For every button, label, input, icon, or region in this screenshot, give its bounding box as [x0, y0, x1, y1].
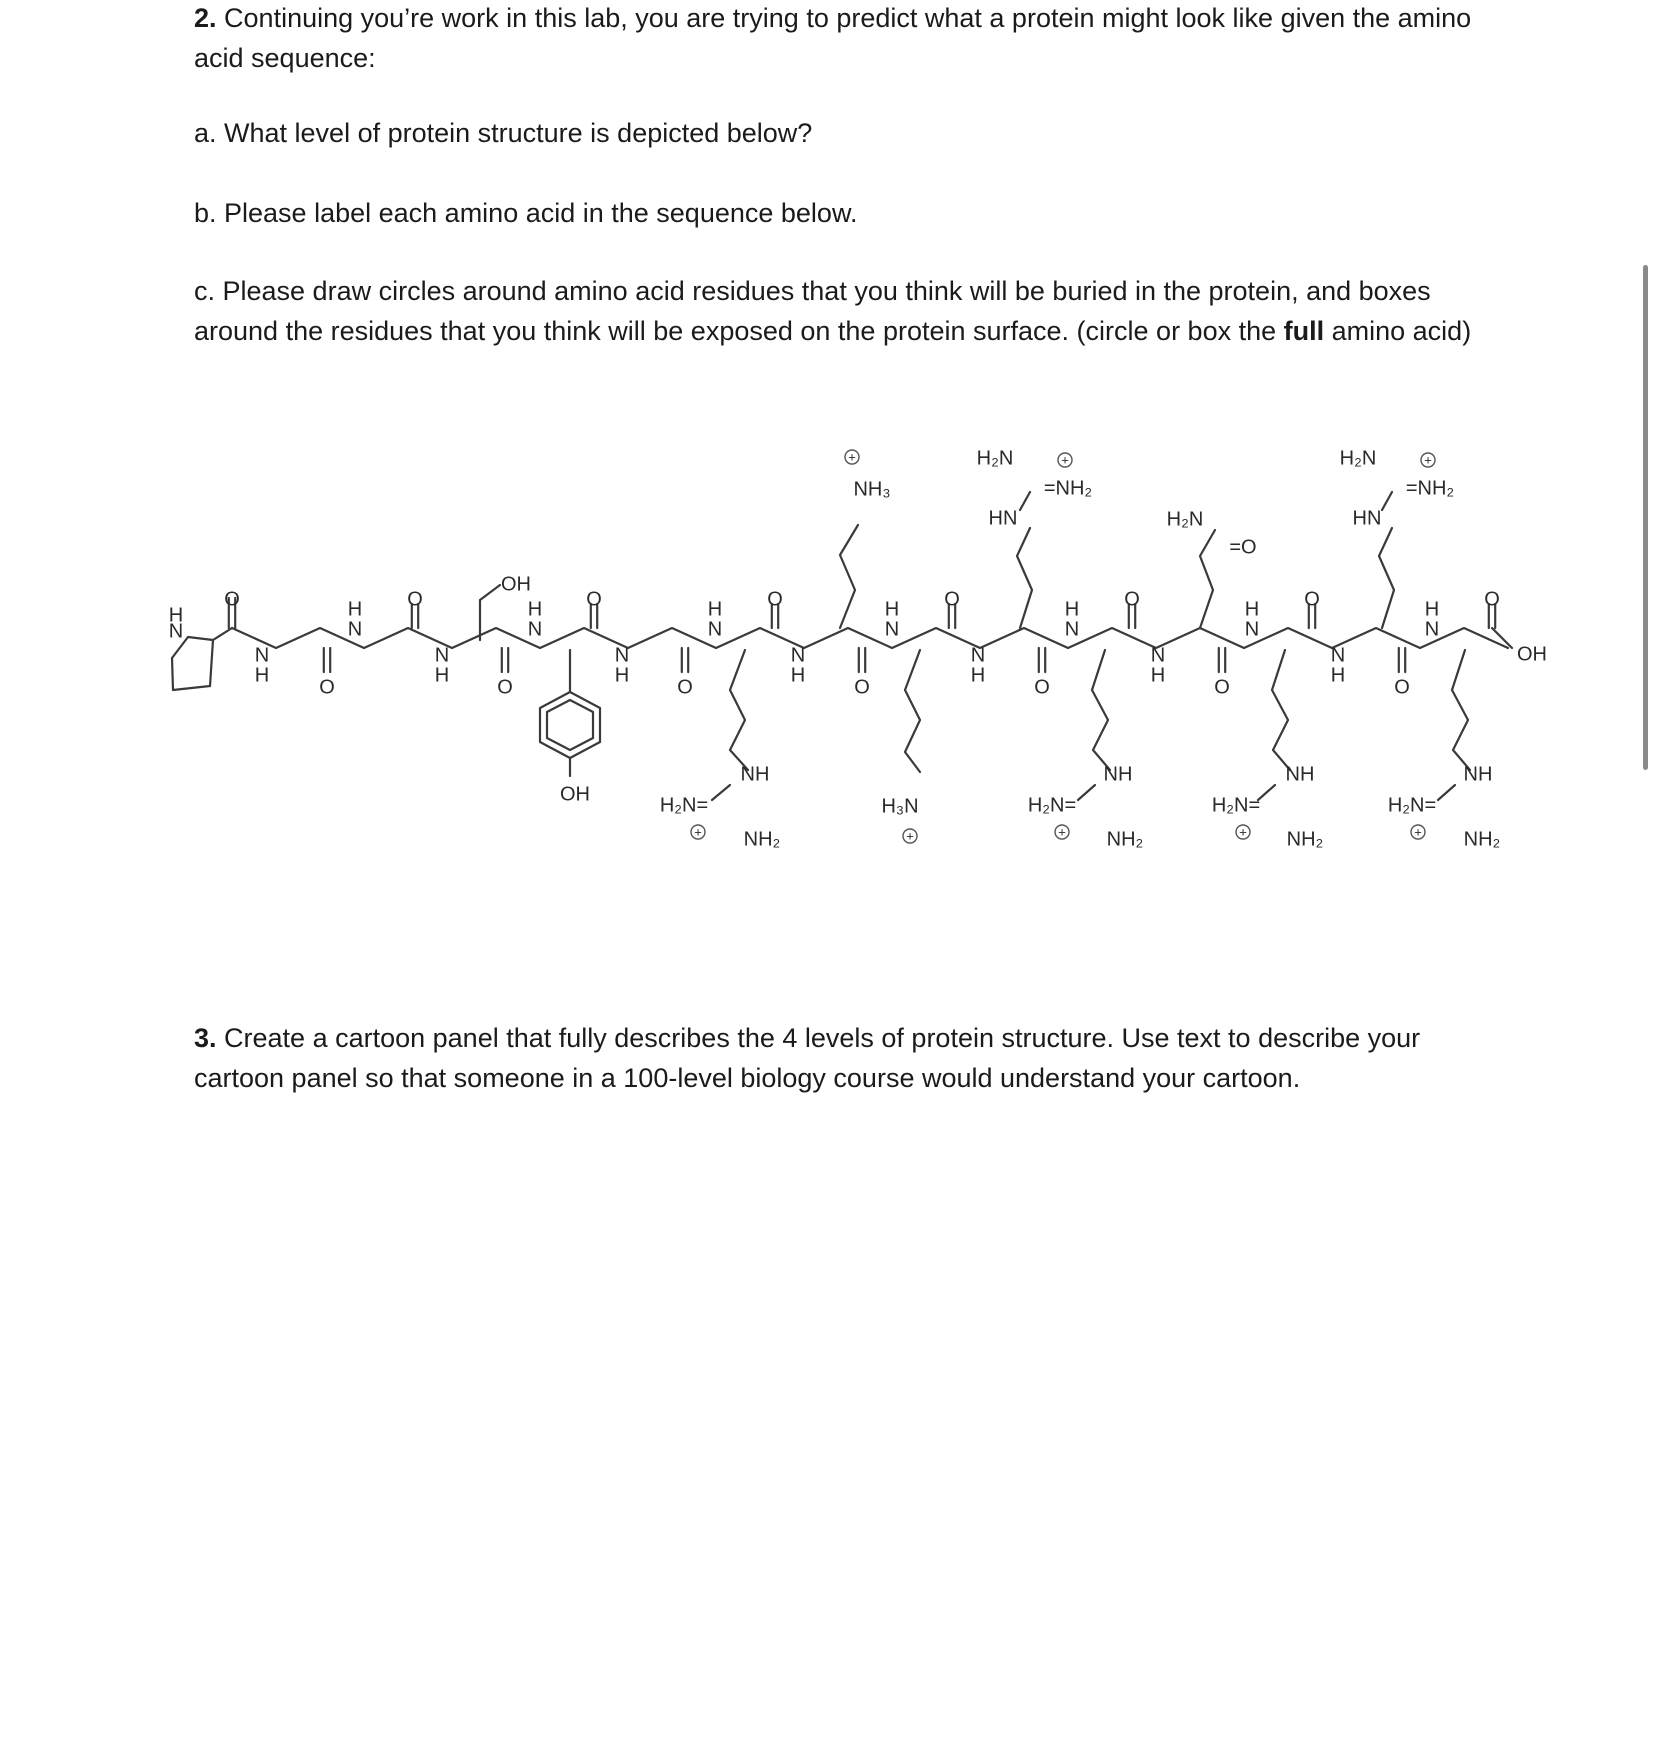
arginine-nh2: NH₂ [1463, 828, 1501, 851]
amide-nitrogen: N [434, 644, 450, 667]
carbonyl-oxygen: O [319, 676, 335, 699]
arginine-side-chain [1092, 650, 1110, 770]
carbonyl-oxygen: O [854, 676, 870, 699]
amide-nitrogen: N [1244, 618, 1260, 641]
amide-hydrogen: H [970, 664, 986, 687]
positive-charge-sign: + [848, 449, 856, 465]
arginine-nh2: NH₂ [1106, 828, 1144, 851]
carbonyl-oxygen: O [224, 588, 240, 611]
arginine-nh2: NH₂ [743, 828, 781, 851]
carbonyl-oxygen: O [586, 588, 602, 611]
positive-charge-sign: + [1424, 452, 1432, 468]
question-2c-text-start: c. Please draw circles around amino acid residues that you think will be buried in the protein, and boxes around the residues that you think will be exposed on the protein surface. (circle or box the [194, 276, 1431, 346]
amide-nitrogen: N [884, 618, 900, 641]
question-2c-bold-word: full [1283, 316, 1325, 346]
carbonyl-oxygen: O [1304, 588, 1320, 611]
lysine-h3n: H₃N [881, 795, 919, 818]
carbonyl-oxygen: O [1484, 588, 1500, 611]
bond [712, 785, 730, 800]
question-2-prompt [194, 0, 1484, 78]
amide-nitrogen: N [1424, 618, 1440, 641]
lysine-side-chain [905, 650, 920, 772]
carbonyl-oxygen: O [944, 588, 960, 611]
lysine-side-chain [840, 525, 858, 628]
amide-hydrogen: H [884, 598, 900, 621]
bond [1438, 785, 1455, 800]
positive-charge-sign: + [694, 824, 702, 840]
proline-ring [172, 637, 213, 690]
amide-hydrogen: H [1150, 664, 1166, 687]
carbonyl-oxygen: O [1214, 676, 1230, 699]
bond [1258, 785, 1275, 800]
arginine-side-chain [1379, 528, 1394, 628]
arginine-nh2: NH₂ [1286, 828, 1324, 851]
proline-nitrogen: N [168, 620, 184, 643]
bond [1382, 492, 1392, 510]
c-terminal-hydroxyl: OH [1517, 643, 1547, 666]
amide-hydrogen: H [527, 598, 543, 621]
positive-charge-sign: + [1414, 824, 1422, 840]
bond [1078, 785, 1095, 800]
positive-charge-sign: + [1061, 452, 1069, 468]
tyrosine-ring [540, 692, 600, 758]
amide-side-chain [1200, 530, 1215, 628]
proline-hydrogen: H [168, 604, 184, 627]
amide-nitrogen: N [790, 644, 806, 667]
arginine-side-chain [1452, 650, 1470, 770]
amide-nitrogen: N [1064, 618, 1080, 641]
positive-charge-sign: + [1239, 824, 1247, 840]
amide-nitrogen: N [1150, 644, 1166, 667]
amide-hydrogen: H [1424, 598, 1440, 621]
peptide-structure-diagram [0, 430, 1668, 870]
arginine-h2n: H₂N [1339, 447, 1377, 470]
arginine-nh: NH [1463, 763, 1493, 786]
arginine-hn: HN [988, 507, 1018, 530]
question-2-number: 2. [194, 3, 217, 33]
vertical-scrollbar[interactable] [1643, 265, 1648, 770]
amide-hydrogen: H [614, 664, 630, 687]
arginine-side-chain [730, 650, 748, 770]
amide-nitrogen: N [254, 644, 270, 667]
arginine-h2n: H₂N [976, 447, 1014, 470]
peptide-backbone [232, 628, 1508, 648]
arginine-side-chain [1017, 528, 1032, 628]
amide-hydrogen: H [347, 598, 363, 621]
positive-charge-sign: + [906, 828, 914, 844]
question-3-prompt [194, 1018, 1484, 1098]
amide-hydrogen: H [434, 664, 450, 687]
arginine-h2n: H₂N= [1027, 794, 1077, 817]
carbonyl-oxygen: O [407, 588, 423, 611]
arginine-h2n: H₂N= [1211, 794, 1261, 817]
positive-charge-sign: + [1058, 824, 1066, 840]
question-3-text: Create a cartoon panel that fully describes the 4 levels of protein structure. Use text to describe your cartoon panel so that someone in a 100-level biology course would understand your cartoon. [194, 1023, 1421, 1093]
carbonyl-oxygen: O [1394, 676, 1410, 699]
question-2b: b. Please label each amino acid in the sequence below. [194, 198, 858, 228]
amide-hydrogen: H [254, 664, 270, 687]
carbonyl-oxygen: O [1034, 676, 1050, 699]
question-2c [194, 271, 1484, 351]
amide-h2n: H₂N [1166, 508, 1204, 531]
arginine-nh: NH [740, 763, 770, 786]
carbonyl-oxygen: O [1124, 588, 1140, 611]
amide-nitrogen: N [347, 618, 363, 641]
amide-nitrogen: N [614, 644, 630, 667]
arginine-h2n: H₂N= [659, 794, 709, 817]
serine-hydroxyl: OH [501, 573, 531, 596]
amide-hydrogen: H [707, 598, 723, 621]
amide-hydrogen: H [1330, 664, 1346, 687]
arginine-nh2: =NH₂ [1405, 477, 1455, 500]
amide-hydrogen: H [1064, 598, 1080, 621]
question-3-number: 3. [194, 1023, 217, 1053]
bond [1020, 492, 1030, 510]
tyrosine-inner-ring [547, 700, 593, 750]
arginine-nh: NH [1103, 763, 1133, 786]
question-2c-text-end: amino acid) [1324, 316, 1472, 346]
carbonyl-oxygen: O [767, 588, 783, 611]
question-2-text: Continuing you’re work in this lab, you are trying to predict what a protein might look like given the amino acid sequence: [194, 3, 1472, 73]
bond [213, 628, 232, 640]
arginine-nh2: =NH₂ [1043, 477, 1093, 500]
arginine-hn: HN [1352, 507, 1382, 530]
amide-nitrogen: N [707, 618, 723, 641]
amide-hydrogen: H [790, 664, 806, 687]
arginine-nh: NH [1285, 763, 1315, 786]
amide-nitrogen: N [1330, 644, 1346, 667]
amide-nitrogen: N [970, 644, 986, 667]
amide-carbonyl: =O [1229, 536, 1257, 559]
carbonyl-oxygen: O [677, 676, 693, 699]
tyrosine-hydroxyl: OH [560, 783, 590, 806]
question-2a: a. What level of protein structure is depicted below? [194, 118, 813, 148]
arginine-side-chain [1272, 650, 1290, 770]
amide-nitrogen: N [527, 618, 543, 641]
carbonyl-oxygen: O [497, 676, 513, 699]
arginine-h2n: H₂N= [1387, 794, 1437, 817]
lysine-nh3: NH₃ [853, 478, 891, 501]
amide-hydrogen: H [1244, 598, 1260, 621]
